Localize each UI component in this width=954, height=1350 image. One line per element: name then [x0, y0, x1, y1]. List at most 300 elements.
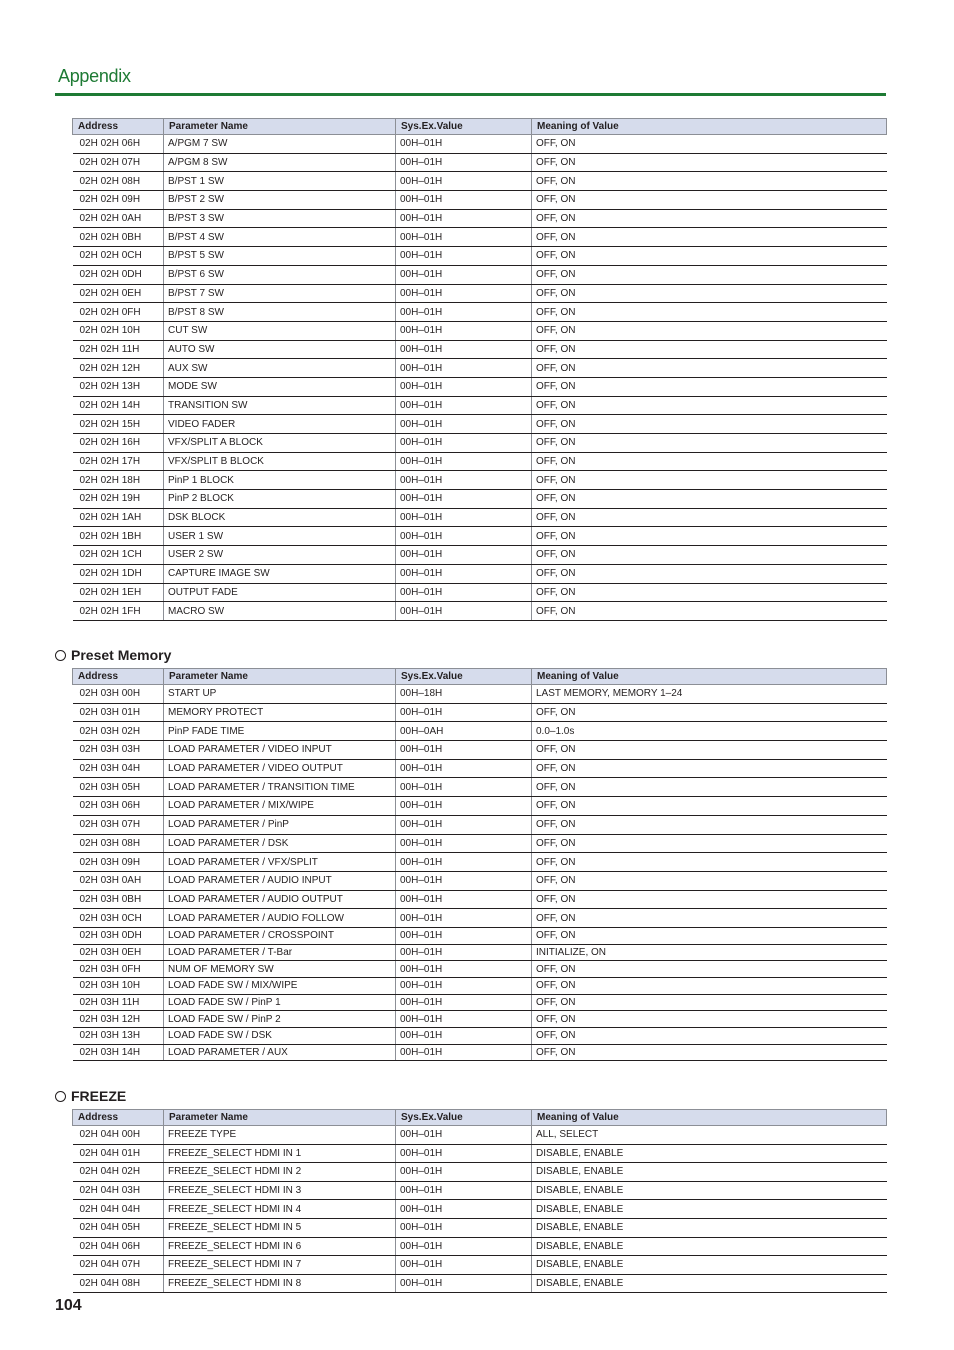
cell-sysex-value: 00H–01H [396, 546, 532, 565]
cell-sysex-value: 00H–01H [396, 834, 532, 853]
column-header-meaning: Meaning of Value [532, 119, 887, 135]
cell-meaning: OFF, ON [532, 508, 887, 527]
cell-address: 02H 03H 0BH [73, 890, 164, 909]
cell-address: 02H 04H 08H [73, 1274, 164, 1293]
table-row [73, 340, 887, 359]
cell-sysex-value: 00H–01H [396, 1274, 532, 1293]
cell-parameter-name: A/PGM 8 SW [164, 153, 396, 172]
table-row [73, 1200, 887, 1219]
cell-sysex-value: 00H–01H [396, 703, 532, 722]
cell-sysex-value: 00H–01H [396, 871, 532, 890]
cell-meaning: OFF, ON [532, 741, 887, 760]
parameter-table-preset-memory [72, 668, 887, 1061]
cell-address: 02H 02H 18H [73, 471, 164, 490]
table-row [73, 994, 887, 1011]
cell-sysex-value: 00H–01H [396, 994, 532, 1011]
cell-parameter-name: LOAD PARAMETER / AUDIO OUTPUT [164, 890, 396, 909]
cell-address: 02H 03H 05H [73, 778, 164, 797]
cell-meaning: OFF, ON [532, 1028, 887, 1045]
cell-address: 02H 03H 12H [73, 1011, 164, 1028]
cell-sysex-value: 00H–01H [396, 778, 532, 797]
cell-sysex-value: 00H–01H [396, 1237, 532, 1256]
cell-meaning: OFF, ON [532, 834, 887, 853]
cell-parameter-name: AUTO SW [164, 340, 396, 359]
cell-address: 02H 02H 0CH [73, 247, 164, 266]
table-row [73, 1181, 887, 1200]
cell-address: 02H 03H 03H [73, 741, 164, 760]
section-title-preset-memory [55, 647, 171, 663]
table-row [73, 321, 887, 340]
cell-meaning: OFF, ON [532, 191, 887, 210]
cell-sysex-value: 00H–01H [396, 452, 532, 471]
cell-meaning: OFF, ON [532, 377, 887, 396]
cell-parameter-name: LOAD PARAMETER / TRANSITION TIME [164, 778, 396, 797]
cell-parameter-name: LOAD PARAMETER / MIX/WIPE [164, 797, 396, 816]
cell-parameter-name: USER 2 SW [164, 546, 396, 565]
cell-sysex-value: 00H–01H [396, 228, 532, 247]
cell-address: 02H 03H 00H [73, 685, 164, 704]
cell-address: 02H 03H 06H [73, 797, 164, 816]
cell-sysex-value: 00H–01H [396, 490, 532, 509]
table-row [73, 797, 887, 816]
cell-address: 02H 03H 02H [73, 722, 164, 741]
cell-parameter-name: PinP FADE TIME [164, 722, 396, 741]
cell-address: 02H 04H 05H [73, 1218, 164, 1237]
cell-address: 02H 03H 07H [73, 815, 164, 834]
cell-address: 02H 04H 06H [73, 1237, 164, 1256]
column-header-sysex-value: Sys.Ex.Value [396, 1110, 532, 1126]
cell-parameter-name: LOAD PARAMETER / VIDEO OUTPUT [164, 759, 396, 778]
table-row [73, 527, 887, 546]
cell-parameter-name: FREEZE_SELECT HDMI IN 7 [164, 1256, 396, 1275]
page-number: 104 [55, 1297, 82, 1314]
cell-parameter-name: CAPTURE IMAGE SW [164, 564, 396, 583]
cell-parameter-name: LOAD PARAMETER / AUDIO FOLLOW [164, 909, 396, 928]
table-row [73, 890, 887, 909]
cell-sysex-value: 00H–01H [396, 583, 532, 602]
cell-address: 02H 03H 0EH [73, 944, 164, 961]
cell-meaning: OFF, ON [532, 209, 887, 228]
cell-meaning: OFF, ON [532, 815, 887, 834]
cell-parameter-name: FREEZE_SELECT HDMI IN 4 [164, 1200, 396, 1219]
cell-sysex-value: 00H–01H [396, 508, 532, 527]
table-row [73, 396, 887, 415]
cell-meaning: OFF, ON [532, 396, 887, 415]
cell-parameter-name: PinP 2 BLOCK [164, 490, 396, 509]
cell-parameter-name: VIDEO FADER [164, 415, 396, 434]
table-row [73, 961, 887, 978]
table-row [73, 834, 887, 853]
cell-parameter-name: LOAD PARAMETER / T-Bar [164, 944, 396, 961]
cell-sysex-value: 00H–01H [396, 471, 532, 490]
cell-address: 02H 02H 0EH [73, 284, 164, 303]
section-title-text: FREEZE [71, 1088, 127, 1104]
cell-address: 02H 03H 08H [73, 834, 164, 853]
column-header-meaning: Meaning of Value [532, 1110, 887, 1126]
column-header-sysex-value: Sys.Ex.Value [396, 669, 532, 685]
table-row [73, 434, 887, 453]
cell-sysex-value: 00H–01H [396, 265, 532, 284]
cell-address: 02H 02H 1DH [73, 564, 164, 583]
cell-meaning: OFF, ON [532, 978, 887, 995]
cell-parameter-name: B/PST 5 SW [164, 247, 396, 266]
cell-address: 02H 02H 0AH [73, 209, 164, 228]
cell-parameter-name: B/PST 2 SW [164, 191, 396, 210]
cell-address: 02H 02H 0FH [73, 303, 164, 322]
cell-parameter-name: FREEZE_SELECT HDMI IN 1 [164, 1144, 396, 1163]
cell-parameter-name: VFX/SPLIT A BLOCK [164, 434, 396, 453]
cell-parameter-name: LOAD FADE SW / DSK [164, 1028, 396, 1045]
page-header-title: Appendix [58, 66, 131, 86]
cell-parameter-name: USER 1 SW [164, 527, 396, 546]
cell-sysex-value: 00H–01H [396, 191, 532, 210]
cell-sysex-value: 00H–01H [396, 303, 532, 322]
cell-address: 02H 02H 12H [73, 359, 164, 378]
table-row [73, 546, 887, 565]
cell-address: 02H 03H 13H [73, 1028, 164, 1045]
cell-meaning: OFF, ON [532, 265, 887, 284]
table-row [73, 153, 887, 172]
table-row [73, 978, 887, 995]
cell-address: 02H 03H 0FH [73, 961, 164, 978]
cell-parameter-name: PinP 1 BLOCK [164, 471, 396, 490]
column-header-parameter-name: Parameter Name [164, 119, 396, 135]
cell-address: 02H 02H 0BH [73, 228, 164, 247]
cell-address: 02H 03H 14H [73, 1044, 164, 1061]
cell-sysex-value: 00H–01H [396, 978, 532, 995]
cell-sysex-value: 00H–0AH [396, 722, 532, 741]
table-row [73, 778, 887, 797]
section-title-freeze [55, 1088, 126, 1104]
cell-meaning: OFF, ON [532, 853, 887, 872]
cell-meaning: INITIALIZE, ON [532, 944, 887, 961]
cell-sysex-value: 00H–01H [396, 1163, 532, 1182]
table-header-row [73, 1110, 887, 1126]
cell-meaning: OFF, ON [532, 927, 887, 944]
table-row [73, 1163, 887, 1182]
cell-address: 02H 03H 09H [73, 853, 164, 872]
cell-meaning: DISABLE, ENABLE [532, 1200, 887, 1219]
cell-meaning: OFF, ON [532, 153, 887, 172]
column-header-address: Address [73, 669, 164, 685]
table-row [73, 602, 887, 621]
column-header-parameter-name: Parameter Name [164, 1110, 396, 1126]
table-row [73, 741, 887, 760]
cell-parameter-name: OUTPUT FADE [164, 583, 396, 602]
column-header-address: Address [73, 119, 164, 135]
cell-meaning: OFF, ON [532, 172, 887, 191]
cell-address: 02H 02H 07H [73, 153, 164, 172]
cell-meaning: OFF, ON [532, 527, 887, 546]
cell-sysex-value: 00H–01H [396, 927, 532, 944]
cell-meaning: ALL, SELECT [532, 1126, 887, 1145]
cell-sysex-value: 00H–01H [396, 1011, 532, 1028]
cell-meaning: 0.0–1.0s [532, 722, 887, 741]
cell-sysex-value: 00H–18H [396, 685, 532, 704]
section-title-text: Preset Memory [71, 647, 172, 663]
cell-meaning: OFF, ON [532, 321, 887, 340]
circle-bullet-icon [55, 1091, 66, 1102]
column-header-sysex-value: Sys.Ex.Value [396, 119, 532, 135]
table-row [73, 1126, 887, 1145]
table-row [73, 303, 887, 322]
cell-meaning: OFF, ON [532, 452, 887, 471]
cell-address: 02H 03H 04H [73, 759, 164, 778]
cell-sysex-value: 00H–01H [396, 890, 532, 909]
cell-address: 02H 03H 0AH [73, 871, 164, 890]
cell-address: 02H 02H 13H [73, 377, 164, 396]
cell-meaning: OFF, ON [532, 778, 887, 797]
table-row [73, 228, 887, 247]
cell-parameter-name: A/PGM 7 SW [164, 135, 396, 154]
table-row [73, 209, 887, 228]
cell-meaning: OFF, ON [532, 703, 887, 722]
cell-address: 02H 04H 03H [73, 1181, 164, 1200]
cell-sysex-value: 00H–01H [396, 1028, 532, 1045]
cell-meaning: OFF, ON [532, 228, 887, 247]
table-row [73, 490, 887, 509]
cell-address: 02H 04H 07H [73, 1256, 164, 1275]
cell-address: 02H 02H 06H [73, 135, 164, 154]
cell-parameter-name: B/PST 7 SW [164, 284, 396, 303]
table-row [73, 1144, 887, 1163]
cell-sysex-value: 00H–01H [396, 944, 532, 961]
cell-sysex-value: 00H–01H [396, 153, 532, 172]
table-row [73, 1011, 887, 1028]
cell-parameter-name: LOAD PARAMETER / PinP [164, 815, 396, 834]
cell-parameter-name: LOAD PARAMETER / CROSSPOINT [164, 927, 396, 944]
column-header-parameter-name: Parameter Name [164, 669, 396, 685]
header-divider [55, 93, 886, 96]
table-row [73, 191, 887, 210]
cell-address: 02H 02H 16H [73, 434, 164, 453]
cell-meaning: OFF, ON [532, 471, 887, 490]
table-row [73, 564, 887, 583]
cell-sysex-value: 00H–01H [396, 1044, 532, 1061]
cell-sysex-value: 00H–01H [396, 1218, 532, 1237]
cell-meaning: DISABLE, ENABLE [532, 1218, 887, 1237]
cell-address: 02H 02H 1BH [73, 527, 164, 546]
table-row [73, 471, 887, 490]
cell-meaning: OFF, ON [532, 490, 887, 509]
cell-sysex-value: 00H–01H [396, 396, 532, 415]
cell-address: 02H 02H 11H [73, 340, 164, 359]
table-row [73, 944, 887, 961]
cell-address: 02H 02H 09H [73, 191, 164, 210]
cell-address: 02H 04H 01H [73, 1144, 164, 1163]
cell-sysex-value: 00H–01H [396, 1181, 532, 1200]
table-header-row [73, 669, 887, 685]
cell-parameter-name: LOAD PARAMETER / AUDIO INPUT [164, 871, 396, 890]
cell-meaning: DISABLE, ENABLE [532, 1144, 887, 1163]
cell-sysex-value: 00H–01H [396, 340, 532, 359]
table-row [73, 927, 887, 944]
cell-sysex-value: 00H–01H [396, 135, 532, 154]
cell-sysex-value: 00H–01H [396, 434, 532, 453]
parameter-table-switches [72, 118, 887, 621]
cell-address: 02H 02H 1FH [73, 602, 164, 621]
table-row [73, 759, 887, 778]
cell-parameter-name: FREEZE_SELECT HDMI IN 8 [164, 1274, 396, 1293]
cell-sysex-value: 00H–01H [396, 1256, 532, 1275]
table-header-row [73, 119, 887, 135]
table-row [73, 1044, 887, 1061]
cell-address: 02H 04H 02H [73, 1163, 164, 1182]
cell-sysex-value: 00H–01H [396, 1200, 532, 1219]
cell-parameter-name: B/PST 1 SW [164, 172, 396, 191]
cell-sysex-value: 00H–01H [396, 797, 532, 816]
cell-sysex-value: 00H–01H [396, 909, 532, 928]
table-row [73, 247, 887, 266]
table-row [73, 377, 887, 396]
table-row [73, 1237, 887, 1256]
cell-meaning: OFF, ON [532, 247, 887, 266]
table-row [73, 452, 887, 471]
cell-parameter-name: MACRO SW [164, 602, 396, 621]
cell-parameter-name: B/PST 3 SW [164, 209, 396, 228]
cell-parameter-name: FREEZE_SELECT HDMI IN 6 [164, 1237, 396, 1256]
table-row [73, 415, 887, 434]
table-row [73, 1028, 887, 1045]
cell-address: 02H 04H 04H [73, 1200, 164, 1219]
cell-meaning: OFF, ON [532, 961, 887, 978]
table-row [73, 1274, 887, 1293]
cell-address: 02H 02H 08H [73, 172, 164, 191]
cell-meaning: OFF, ON [532, 546, 887, 565]
cell-address: 02H 02H 10H [73, 321, 164, 340]
cell-meaning: DISABLE, ENABLE [532, 1237, 887, 1256]
table-row [73, 135, 887, 154]
cell-parameter-name: FREEZE_SELECT HDMI IN 2 [164, 1163, 396, 1182]
cell-meaning: OFF, ON [532, 583, 887, 602]
cell-parameter-name: CUT SW [164, 321, 396, 340]
circle-bullet-icon [55, 650, 66, 661]
cell-sysex-value: 00H–01H [396, 209, 532, 228]
cell-meaning: OFF, ON [532, 890, 887, 909]
cell-sysex-value: 00H–01H [396, 284, 532, 303]
table-row [73, 853, 887, 872]
cell-sysex-value: 00H–01H [396, 172, 532, 191]
table-row [73, 359, 887, 378]
cell-address: 02H 03H 0DH [73, 927, 164, 944]
table-row [73, 909, 887, 928]
cell-address: 02H 03H 10H [73, 978, 164, 995]
cell-parameter-name: LOAD PARAMETER / VFX/SPLIT [164, 853, 396, 872]
cell-address: 02H 02H 19H [73, 490, 164, 509]
table-row [73, 508, 887, 527]
cell-sysex-value: 00H–01H [396, 247, 532, 266]
cell-sysex-value: 00H–01H [396, 1126, 532, 1145]
cell-address: 02H 03H 0CH [73, 909, 164, 928]
cell-meaning: OFF, ON [532, 871, 887, 890]
cell-meaning: OFF, ON [532, 1011, 887, 1028]
cell-meaning: OFF, ON [532, 1044, 887, 1061]
cell-parameter-name: MODE SW [164, 377, 396, 396]
cell-sysex-value: 00H–01H [396, 602, 532, 621]
cell-parameter-name: AUX SW [164, 359, 396, 378]
cell-meaning: OFF, ON [532, 602, 887, 621]
cell-parameter-name: START UP [164, 685, 396, 704]
cell-sysex-value: 00H–01H [396, 377, 532, 396]
cell-sysex-value: 00H–01H [396, 1144, 532, 1163]
table-row [73, 871, 887, 890]
cell-meaning: OFF, ON [532, 340, 887, 359]
cell-meaning: OFF, ON [532, 135, 887, 154]
column-header-address: Address [73, 1110, 164, 1126]
cell-meaning: LAST MEMORY, MEMORY 1–24 [532, 685, 887, 704]
table-row [73, 722, 887, 741]
table-row [73, 172, 887, 191]
table-row [73, 284, 887, 303]
cell-sysex-value: 00H–01H [396, 961, 532, 978]
parameter-table-freeze [72, 1109, 887, 1293]
cell-meaning: DISABLE, ENABLE [532, 1256, 887, 1275]
cell-parameter-name: LOAD PARAMETER / AUX [164, 1044, 396, 1061]
cell-meaning: OFF, ON [532, 415, 887, 434]
cell-parameter-name: NUM OF MEMORY SW [164, 961, 396, 978]
cell-parameter-name: TRANSITION SW [164, 396, 396, 415]
cell-parameter-name: B/PST 8 SW [164, 303, 396, 322]
cell-parameter-name: LOAD FADE SW / PinP 1 [164, 994, 396, 1011]
cell-address: 02H 02H 0DH [73, 265, 164, 284]
table-row [73, 265, 887, 284]
cell-sysex-value: 00H–01H [396, 853, 532, 872]
cell-parameter-name: MEMORY PROTECT [164, 703, 396, 722]
cell-sysex-value: 00H–01H [396, 759, 532, 778]
cell-parameter-name: LOAD FADE SW / MIX/WIPE [164, 978, 396, 995]
cell-sysex-value: 00H–01H [396, 359, 532, 378]
cell-meaning: OFF, ON [532, 434, 887, 453]
cell-meaning: OFF, ON [532, 759, 887, 778]
cell-address: 02H 04H 00H [73, 1126, 164, 1145]
table-row [73, 1218, 887, 1237]
cell-sysex-value: 00H–01H [396, 741, 532, 760]
cell-meaning: OFF, ON [532, 909, 887, 928]
column-header-meaning: Meaning of Value [532, 669, 887, 685]
cell-meaning: DISABLE, ENABLE [532, 1181, 887, 1200]
cell-parameter-name: B/PST 4 SW [164, 228, 396, 247]
cell-sysex-value: 00H–01H [396, 815, 532, 834]
cell-meaning: OFF, ON [532, 994, 887, 1011]
cell-meaning: OFF, ON [532, 303, 887, 322]
cell-address: 02H 03H 11H [73, 994, 164, 1011]
cell-sysex-value: 00H–01H [396, 321, 532, 340]
cell-parameter-name: LOAD FADE SW / PinP 2 [164, 1011, 396, 1028]
cell-meaning: DISABLE, ENABLE [532, 1274, 887, 1293]
cell-meaning: DISABLE, ENABLE [532, 1163, 887, 1182]
cell-meaning: OFF, ON [532, 284, 887, 303]
cell-parameter-name: B/PST 6 SW [164, 265, 396, 284]
cell-address: 02H 02H 15H [73, 415, 164, 434]
cell-address: 02H 02H 1AH [73, 508, 164, 527]
cell-address: 02H 02H 17H [73, 452, 164, 471]
cell-meaning: OFF, ON [532, 359, 887, 378]
cell-meaning: OFF, ON [532, 564, 887, 583]
cell-parameter-name: VFX/SPLIT B BLOCK [164, 452, 396, 471]
cell-address: 02H 02H 14H [73, 396, 164, 415]
cell-parameter-name: FREEZE_SELECT HDMI IN 3 [164, 1181, 396, 1200]
table-row [73, 815, 887, 834]
cell-sysex-value: 00H–01H [396, 564, 532, 583]
table-row [73, 703, 887, 722]
cell-address: 02H 03H 01H [73, 703, 164, 722]
cell-parameter-name: LOAD PARAMETER / DSK [164, 834, 396, 853]
cell-sysex-value: 00H–01H [396, 527, 532, 546]
cell-parameter-name: LOAD PARAMETER / VIDEO INPUT [164, 741, 396, 760]
cell-address: 02H 02H 1EH [73, 583, 164, 602]
cell-parameter-name: DSK BLOCK [164, 508, 396, 527]
cell-parameter-name: FREEZE TYPE [164, 1126, 396, 1145]
